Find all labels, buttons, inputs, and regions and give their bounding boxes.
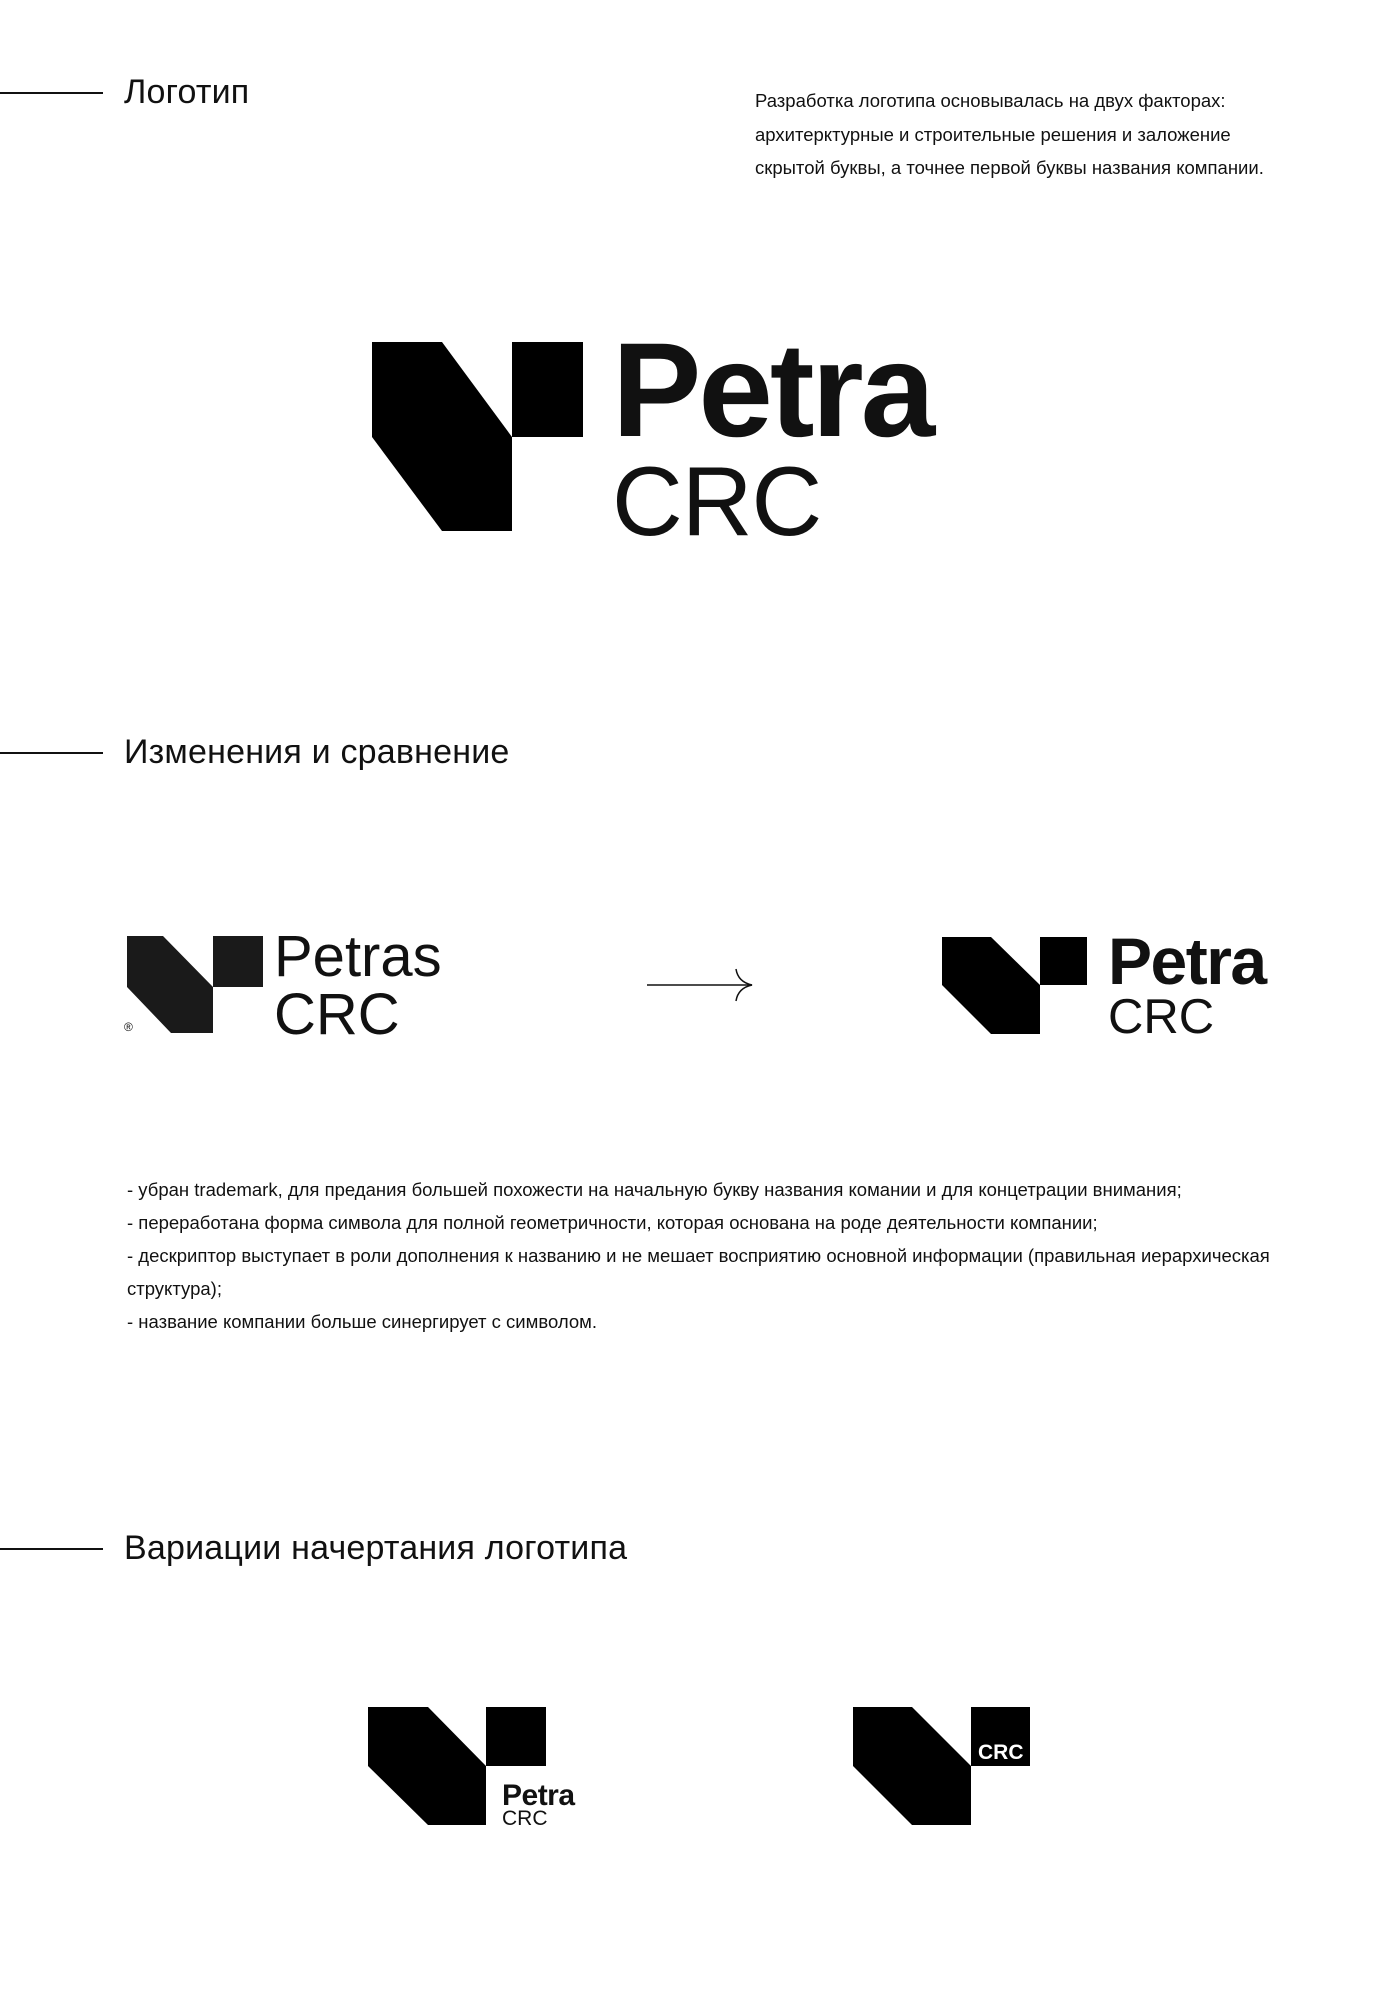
changes-item: - название компании больше синергирует с символом. (127, 1311, 598, 1332)
section-title-comparison: Изменения и сравнение (124, 733, 510, 771)
changes-item: - дескриптор выступает в роли дополнения к названию и не мешает восприятию основной информации (правильная иерархическая структура); (127, 1245, 1270, 1299)
main-logo-name: Petra (612, 316, 933, 465)
trademark-symbol: ® (124, 1020, 133, 1034)
changes-item: - переработана форма символа для полной геометричности, которая основана на роде деятельности компании; (127, 1212, 1098, 1233)
changes-item: - убран trademark, для предания большей похожести на начальную букву названия комании и для концетрации внимания; (127, 1179, 1182, 1200)
intro-paragraph: Разработка логотипа основывалась на двух факторах: архитерктурные и строительные решения и заложение скрытой буквы, а точнее первой буквы названия компании. (755, 90, 1264, 178)
section-title-variations: Вариации начертания логотипа (124, 1529, 628, 1567)
old-logo-name: Petras (274, 924, 442, 989)
new-logo-descriptor: CRC (1108, 990, 1215, 1044)
old-logo-descriptor: CRC (274, 982, 400, 1047)
variation-2-descriptor: CRC (978, 1741, 1024, 1764)
variation-1-descriptor: CRC (502, 1807, 548, 1830)
section-title-logo: Логотип (124, 73, 250, 111)
new-logo-name: Petra (1108, 924, 1266, 998)
variation-1-name: Petra (502, 1779, 575, 1812)
main-logo-descriptor: CRC (612, 446, 822, 556)
